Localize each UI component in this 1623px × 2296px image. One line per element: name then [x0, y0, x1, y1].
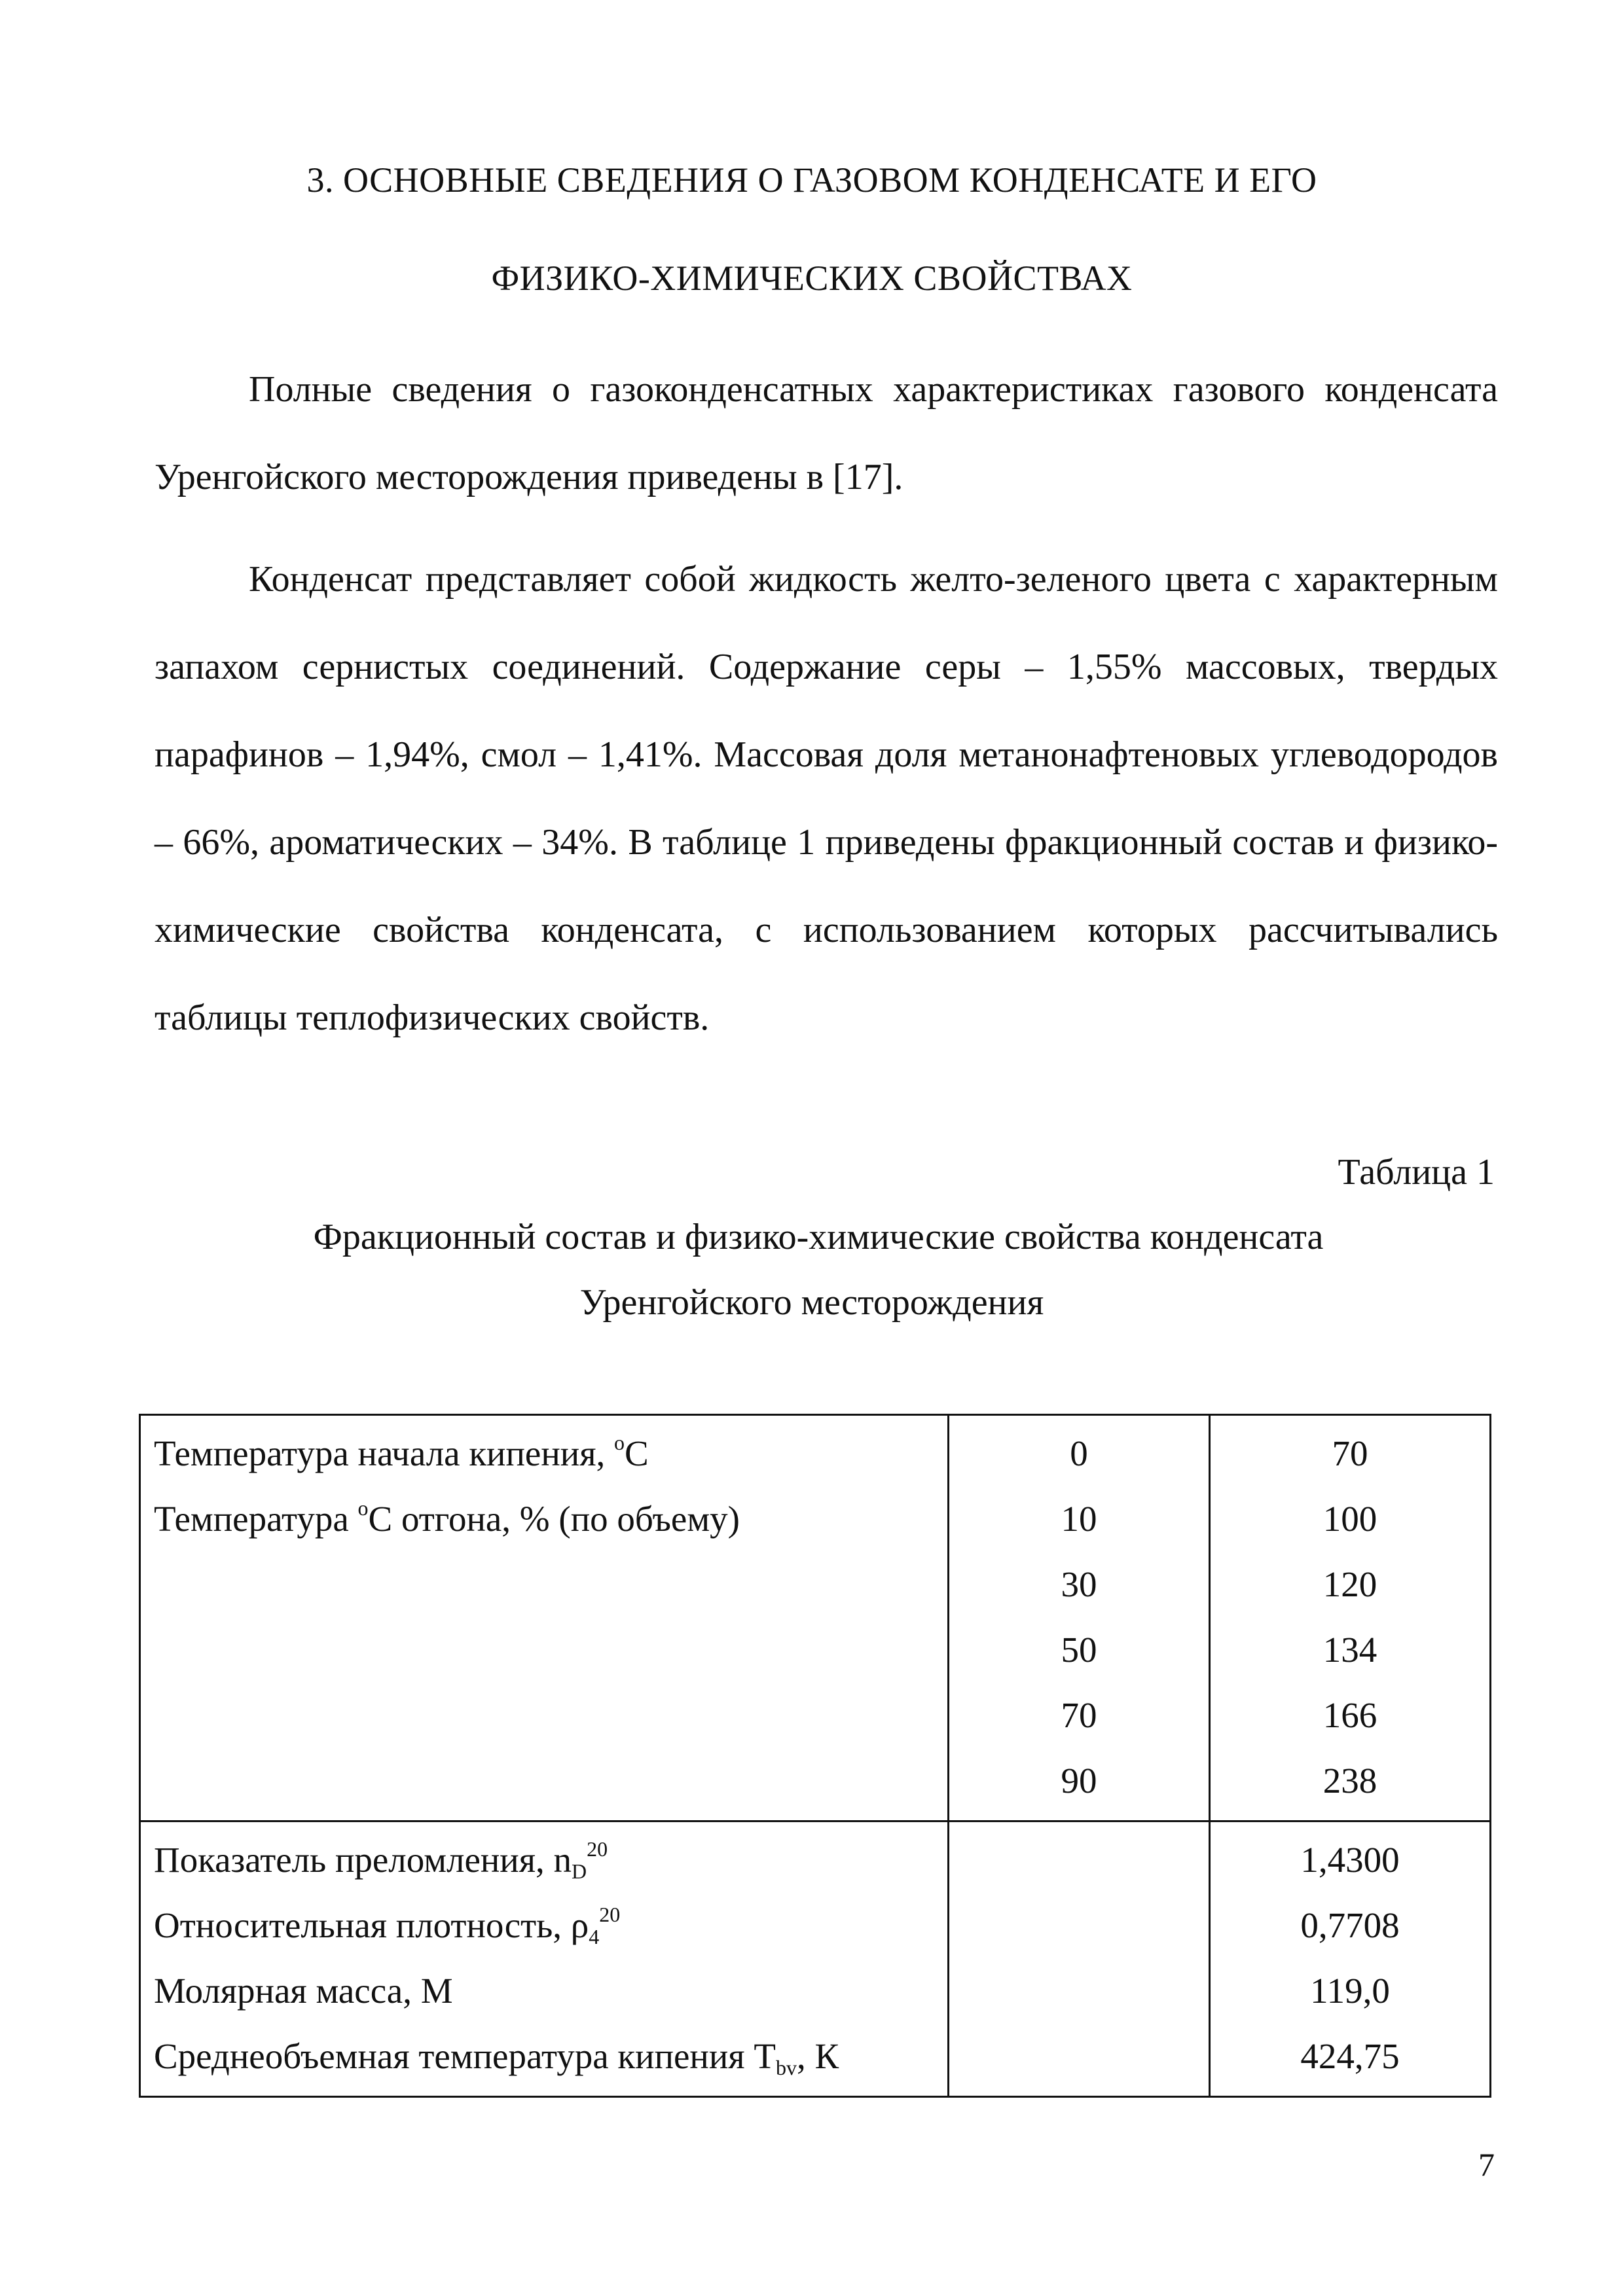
percent-value: 0	[1070, 1433, 1088, 1473]
temperature-value: 100	[1322, 1499, 1377, 1539]
label-boiling-start: Температура начала кипения, $^o$C	[154, 1431, 649, 1473]
table-number: Таблица 1	[1338, 1152, 1495, 1193]
fractional-composition-table	[139, 1414, 1491, 2098]
label-mean-boiling-temperature: Среднеобъемная температура кипения $T_{bv}$, К	[154, 2036, 839, 2079]
paragraph-intro: Полные сведения о газоконденсатных характеристиках газового конденсата Уренгойского месторождения приведены в [17].	[155, 369, 1498, 497]
section-heading-line-1: 3. ОСНОВНЫЕ СВЕДЕНИЯ О ГАЗОВОМ КОНДЕНСАТЕ И ЕГО	[306, 160, 1317, 200]
temperature-value: 166	[1322, 1695, 1377, 1735]
temperature-value: 238	[1322, 1761, 1377, 1801]
temperature-cell-group-1	[1210, 1415, 1491, 1821]
property-value: 0,7708	[1300, 1905, 1400, 1945]
property-value: 424,75	[1300, 2036, 1400, 2076]
paragraph-condensate-properties: Конденсат представляет собой жидкость желто-зеленого цвета с характерным запахом сернистых соединений. Содержание серы – 1,55% массовых, твердых парафинов – 1,94%, смол – 1,41%. Массовая доля метанонафтеновых углеводородов – 66%, ароматических – 34%. В таблице 1 приведены фракционный состав и физико-химические свойства конденсата, с использованием которых рассчитывались таблицы теплофизических свойств.	[155, 559, 1498, 1038]
value-cell-group-2	[1210, 1821, 1491, 2097]
section-heading-line-2: ФИЗИКО-ХИМИЧЕСКИХ СВОЙСТВАХ	[491, 259, 1133, 298]
label-molar-mass: Молярная масса, М	[154, 1971, 453, 2011]
temperature-value: 134	[1322, 1630, 1377, 1670]
percent-value: 50	[1061, 1630, 1097, 1670]
table-caption-line-1: Фракционный состав и физико-химические свойства конденсата	[313, 1217, 1324, 1257]
percent-value: 30	[1061, 1564, 1097, 1604]
label-refractive-index: Показатель преломления, $n_D^{20}$	[154, 1837, 608, 1883]
page-number: 7	[1478, 2146, 1495, 2183]
percent-value: 90	[1061, 1761, 1097, 1801]
table-row-physical-properties	[140, 1821, 1491, 2097]
percent-value: 70	[1061, 1695, 1097, 1735]
label-cell-group-2	[140, 1821, 949, 2097]
label-distillation-temperature: Температура $^o$C отгона, % (по объему)	[154, 1496, 740, 1539]
label-relative-density: Относительная плотность, $\rho_4^{20}$	[154, 1903, 621, 1948]
table-caption-line-2: Уренгойского месторождения	[579, 1282, 1044, 1323]
label-cell-group-1	[140, 1415, 949, 1821]
property-value: 119,0	[1310, 1971, 1390, 2011]
property-value: 1,4300	[1300, 1840, 1400, 1880]
empty-cell-group-2	[949, 1821, 1210, 2097]
table-row-boiling-fractions	[140, 1415, 1491, 1821]
percent-value: 10	[1061, 1499, 1097, 1539]
temperature-value: 120	[1322, 1564, 1377, 1604]
percent-cell-group-1	[949, 1415, 1210, 1821]
temperature-value: 70	[1332, 1433, 1368, 1473]
